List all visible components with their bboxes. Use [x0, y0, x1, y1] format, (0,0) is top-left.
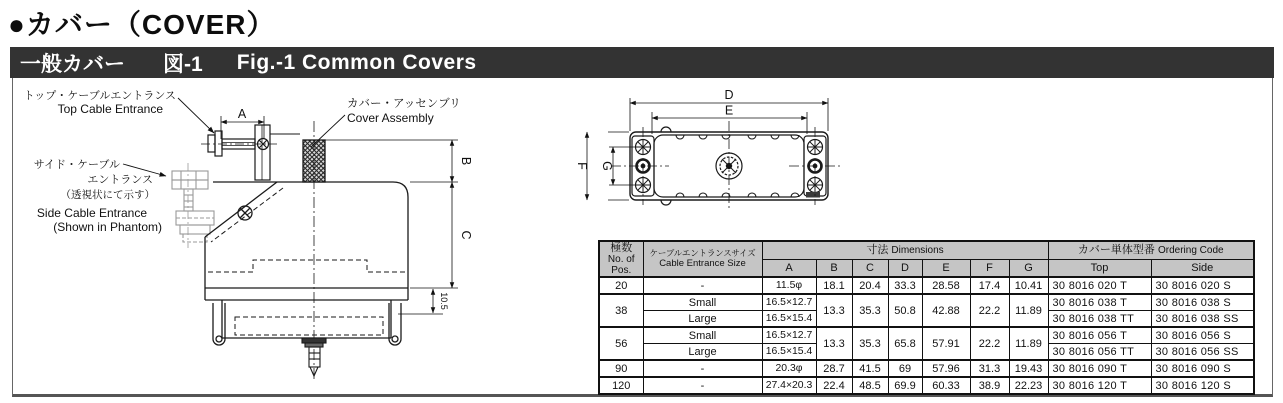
pos-cell: 56 — [599, 327, 643, 360]
entrance-cell: Large — [643, 344, 762, 361]
pos-cell: 90 — [599, 360, 643, 377]
code-top-cell: 30 8016 038 TT — [1048, 311, 1151, 328]
pos-cell: 38 — [599, 294, 643, 327]
side-cable-entrance-label-jp3: （透視状にて示す） — [60, 189, 155, 201]
col-header-positions — [599, 241, 643, 277]
col-header-entrance-jp: ケーブルエントランスサイズ — [649, 248, 756, 259]
dim-label-b: B — [459, 156, 473, 166]
dim-label-g: G — [600, 161, 614, 171]
dim-label-e: E — [724, 103, 734, 118]
entrance-cell: - — [643, 277, 762, 294]
cover-assembly-label-en: Cover Assembly — [347, 111, 434, 125]
col-header-d: D — [888, 259, 922, 277]
col-header-a: A — [762, 259, 816, 277]
dim-label-d: D — [724, 88, 734, 102]
cover-body — [205, 182, 408, 345]
col-header-e: E — [922, 259, 970, 277]
code-top-cell: 30 8016 090 T — [1048, 360, 1151, 377]
col-header-positions-jp: 極数 — [610, 242, 633, 254]
molded-marking — [806, 192, 820, 198]
col-header-entrance — [643, 241, 762, 277]
entrance-cell: - — [643, 360, 762, 377]
entrance-cell: - — [643, 377, 762, 394]
code-side-cell: 30 8016 038 SS — [1151, 311, 1254, 328]
code-side-cell: 30 8016 038 S — [1151, 294, 1254, 311]
row-20: 20 - 11.5φ 18.1 20.4 33.3 28.58 17.4 10.41 30 8016 020 T 30 8016 020 S — [599, 277, 1254, 294]
dim-label-a: A — [237, 107, 247, 121]
cover-assembly-label-jp: カバー・アッセンブリ — [347, 98, 461, 110]
dimension-c — [410, 182, 458, 288]
col-header-entrance-en: Cable Entrance Size — [659, 257, 746, 269]
top-cable-entrance-fitting — [201, 125, 300, 180]
dim-label-f: F — [575, 162, 589, 170]
side-cable-entrance-label-en1: Side Cable Entrance — [36, 206, 147, 220]
banner-heading-jp: 一般カバー — [20, 52, 125, 76]
row-90: 90 - 20.3φ 28.7 41.5 69 57.96 31.3 19.43 30 8016 090 T 30 8016 090 S — [599, 360, 1254, 377]
top-cable-entrance-label-jp: トップ・ケーブルエントランス — [23, 90, 176, 102]
col-header-c: C — [852, 259, 888, 277]
code-side-cell: 30 8016 120 S — [1151, 377, 1254, 394]
pos-cell: 120 — [599, 377, 643, 394]
row-56-large: Large 16.5×15.4 30 8016 056 TT 30 8016 056 SS — [599, 344, 1254, 361]
col-header-f: F — [970, 259, 1009, 277]
side-view-drawing — [15, 85, 540, 395]
code-side-cell: 30 8016 020 S — [1151, 277, 1254, 294]
code-top-cell: 30 8016 056 T — [1048, 327, 1151, 344]
row-38-large: Large 16.5×15.4 30 8016 038 TT 30 8016 038 SS — [599, 311, 1254, 328]
entrance-cell: Large — [643, 311, 762, 328]
table-header-row-1 — [599, 241, 1254, 259]
dimensions-table — [598, 240, 1255, 395]
col-header-side: Side — [1151, 259, 1254, 277]
entrance-cell: Small — [643, 327, 762, 344]
code-top-cell: 30 8016 038 T — [1048, 294, 1151, 311]
col-header-dimensions: 寸法 Dimensions — [762, 241, 1048, 259]
top-cable-entrance-label-en: Top Cable Entrance — [57, 102, 163, 116]
code-top-cell: 30 8016 120 T — [1048, 377, 1151, 394]
cover-assembly-leader — [311, 115, 345, 147]
page-title: ●カバー（COVER） — [8, 9, 276, 40]
row-56-small: 56 Small 16.5×12.7 13.3 35.3 65.8 57.91 22.2 11.89 30 8016 056 T 30 8016 056 S — [599, 327, 1254, 344]
side-cable-entrance-label-jp1: サイド・ケーブル — [33, 159, 120, 171]
top-entrance-leader — [178, 98, 214, 133]
dimension-10-5 — [398, 289, 443, 314]
col-header-g: G — [1009, 259, 1048, 277]
dimension-b — [325, 140, 458, 182]
side-cable-entrance-label-jp2: エントランス — [87, 174, 153, 186]
code-top-cell: 30 8016 056 TT — [1048, 344, 1151, 361]
entrance-cell: Small — [643, 294, 762, 311]
dim-label-c: C — [459, 230, 473, 240]
col-header-top: Top — [1048, 259, 1151, 277]
banner-fig-jp: 図-1 — [163, 52, 203, 76]
dim-label-10-5: 10.5 — [439, 292, 449, 310]
code-top-cell: 30 8016 020 T — [1048, 277, 1151, 294]
row-120: 120 - 27.4×20.3 22.4 48.5 69.9 60.33 38.9 22.23 30 8016 120 T 30 8016 120 S — [599, 377, 1254, 394]
code-side-cell: 30 8016 056 S — [1151, 327, 1254, 344]
section-banner — [10, 47, 1274, 78]
col-header-positions-en: No. of Pos. — [607, 254, 635, 277]
banner-fig-en: Fig.-1 Common Covers — [236, 50, 477, 74]
code-side-cell: 30 8016 090 S — [1151, 360, 1254, 377]
top-view-drawing — [565, 85, 900, 235]
col-header-ordering-code: カバー単体型番 Ordering Code — [1048, 241, 1254, 259]
row-38-small: 38 Small 16.5×12.7 13.3 35.3 50.8 42.88 22.2 11.89 30 8016 038 T 30 8016 038 S — [599, 294, 1254, 311]
col-header-b: B — [816, 259, 852, 277]
pos-cell: 20 — [599, 277, 643, 294]
code-side-cell: 30 8016 056 SS — [1151, 344, 1254, 361]
side-cable-entrance-label-en2: (Shown in Phantom) — [53, 220, 162, 234]
